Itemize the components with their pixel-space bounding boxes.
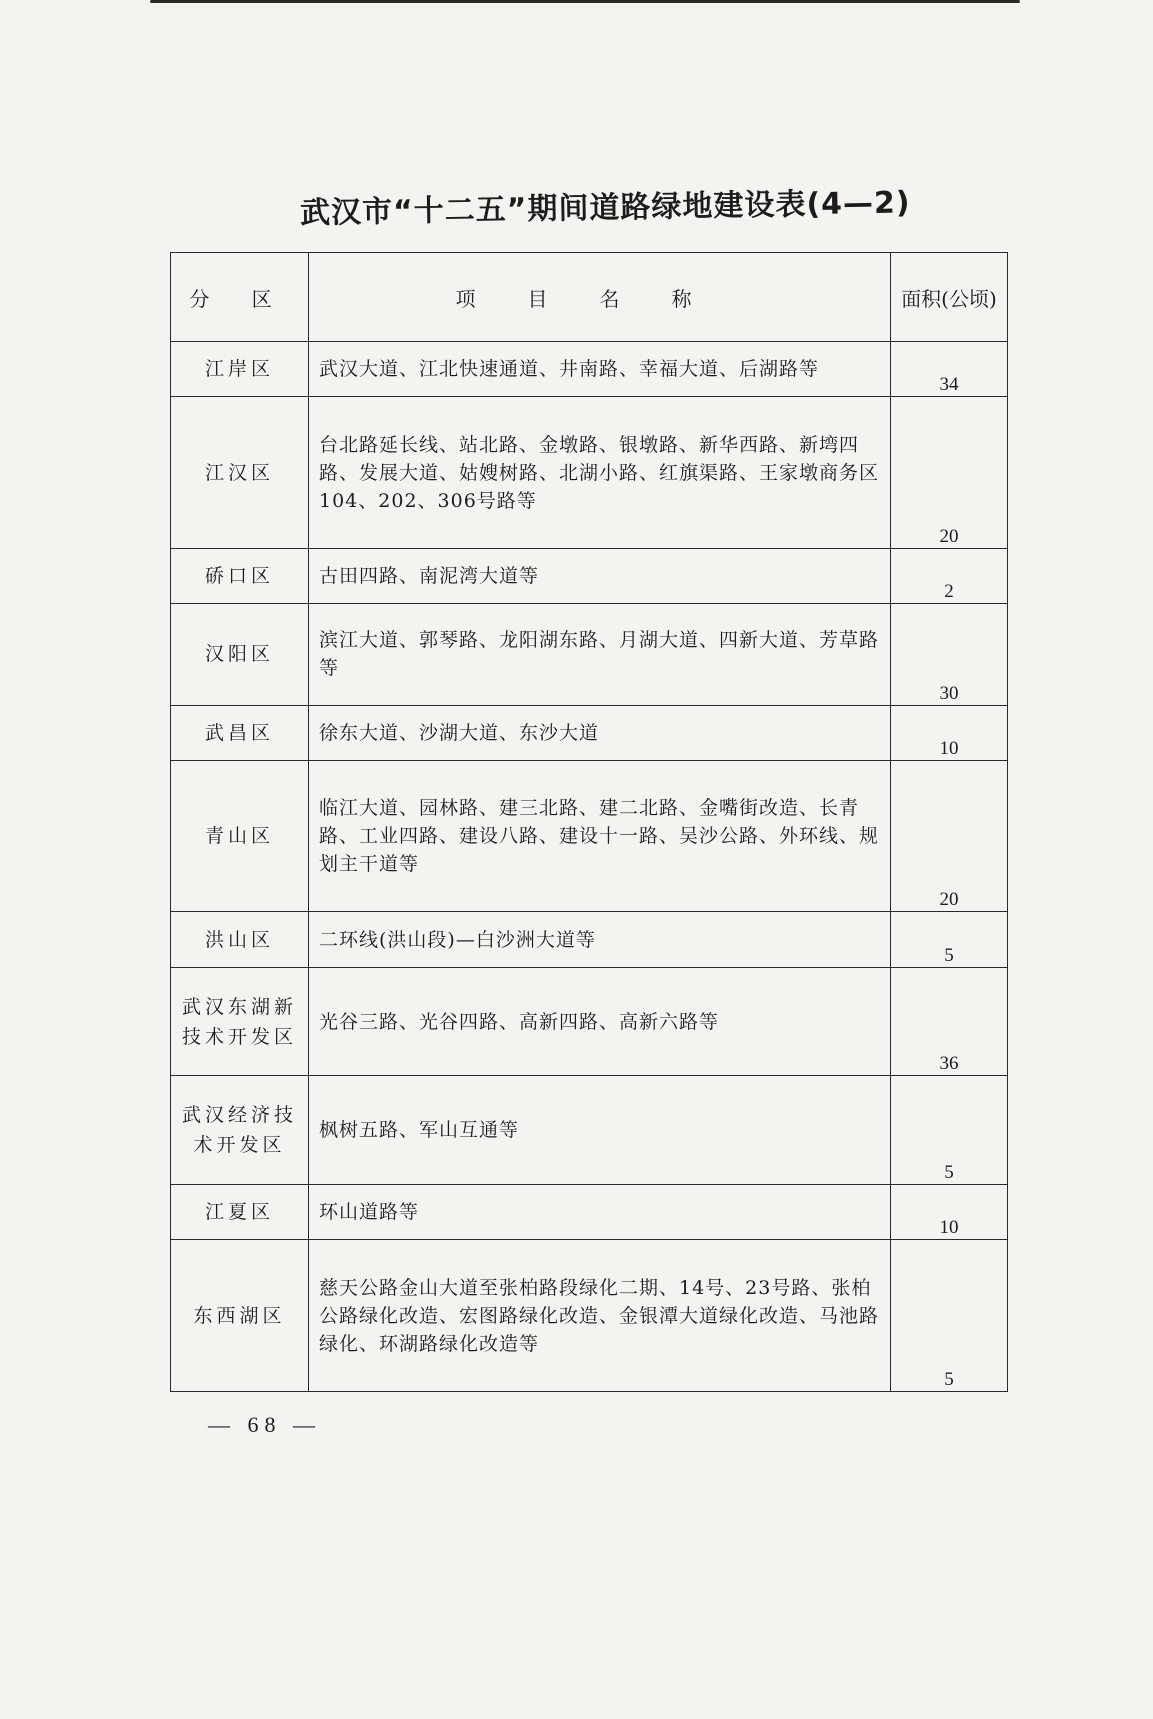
area-cell: 34 (891, 342, 1008, 397)
road-greenbelt-table (170, 252, 1008, 1392)
project-cell: 环山道路等 (309, 1185, 891, 1240)
project-cell: 光谷三路、光谷四路、高新四路、高新六路等 (309, 967, 891, 1076)
table-row (171, 1076, 1008, 1185)
table-body (171, 342, 1008, 1392)
area-cell: 5 (891, 1240, 1008, 1392)
table-row (171, 1185, 1008, 1240)
district-cell: 东西湖区 (171, 1240, 309, 1392)
header-area: 面积(公顷) (891, 253, 1008, 342)
district-cell: 青山区 (171, 760, 309, 912)
project-cell: 台北路延长线、站北路、金墩路、银墩路、新华西路、新塆四路、发展大道、姑嫂树路、北湖小路、红旗渠路、王家墩商务区104、202、306号路等 (309, 397, 891, 549)
area-cell: 36 (891, 967, 1008, 1076)
district-cell: 洪山区 (171, 912, 309, 967)
project-cell: 滨江大道、郭琴路、龙阳湖东路、月湖大道、四新大道、芳草路等 (309, 604, 891, 706)
area-cell: 10 (891, 1185, 1008, 1240)
project-cell: 慈天公路金山大道至张柏路段绿化二期、14号、23号路、张柏公路绿化改造、宏图路绿化改造、金银潭大道绿化改造、马池路绿化、环湖路绿化改造等 (309, 1240, 891, 1392)
area-cell: 20 (891, 397, 1008, 549)
project-cell: 临江大道、园林路、建三北路、建二北路、金嘴街改造、长青路、工业四路、建设八路、建设十一路、吴沙公路、外环线、规划主干道等 (309, 760, 891, 912)
table-header-row (171, 253, 1008, 342)
header-project-name: 项目名称 (309, 253, 891, 342)
table-row (171, 705, 1008, 760)
area-cell: 10 (891, 705, 1008, 760)
header-district: 分 区 (171, 253, 309, 342)
table-row (171, 967, 1008, 1076)
area-cell: 30 (891, 604, 1008, 706)
area-cell: 20 (891, 760, 1008, 912)
table-row (171, 1240, 1008, 1392)
district-cell: 汉阳区 (171, 604, 309, 706)
district-cell: 江夏区 (171, 1185, 309, 1240)
page-number: — 68 — (208, 1412, 321, 1437)
page-top-edge (150, 0, 1020, 3)
table-row (171, 342, 1008, 397)
district-cell: 武昌区 (171, 705, 309, 760)
area-cell: 5 (891, 1076, 1008, 1185)
table-row (171, 760, 1008, 912)
district-cell: 江汉区 (171, 397, 309, 549)
table-row (171, 548, 1008, 603)
table-row (171, 397, 1008, 549)
district-cell: 江岸区 (171, 342, 309, 397)
project-cell: 武汉大道、江北快速通道、井南路、幸福大道、后湖路等 (309, 342, 891, 397)
table-title: 武汉市“十二五”期间道路绿地建设表(4—2) (299, 185, 911, 231)
project-cell: 枫树五路、军山互通等 (309, 1076, 891, 1185)
area-cell: 5 (891, 912, 1008, 967)
district-cell: 武汉东湖新技术开发区 (171, 967, 309, 1076)
project-cell: 徐东大道、沙湖大道、东沙大道 (309, 705, 891, 760)
table-row (171, 912, 1008, 967)
area-cell: 2 (891, 548, 1008, 603)
table-row (171, 604, 1008, 706)
project-cell: 古田四路、南泥湾大道等 (309, 548, 891, 603)
district-cell: 硚口区 (171, 548, 309, 603)
project-cell: 二环线(洪山段)—白沙洲大道等 (309, 912, 891, 967)
district-cell: 武汉经济技术开发区 (171, 1076, 309, 1185)
